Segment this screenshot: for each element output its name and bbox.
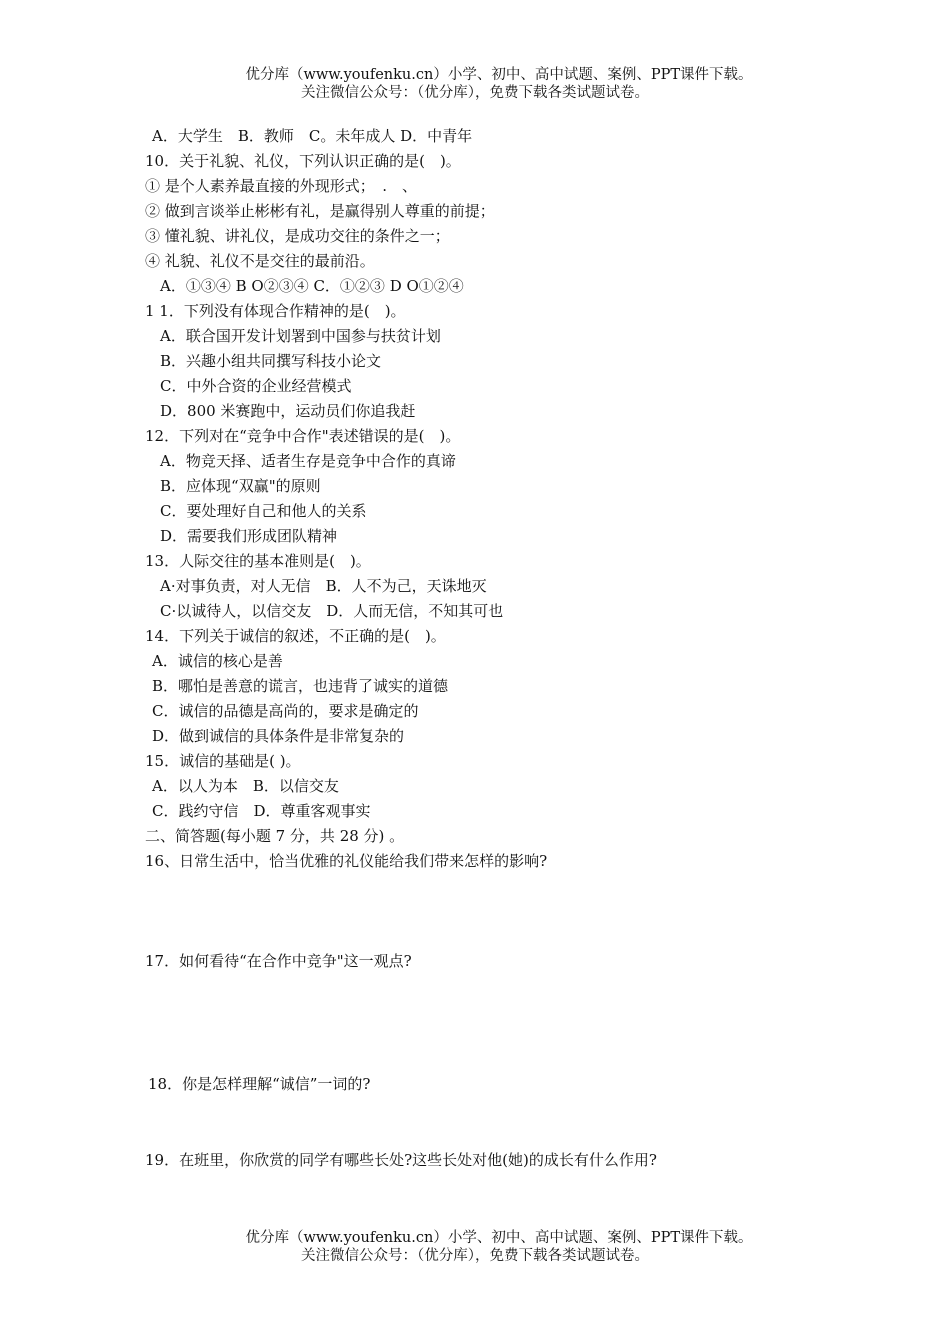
q12-option-d: D．需要我们形成团队精神 (160, 527, 338, 545)
q12-option-b: B．应体现“双赢"的原则 (160, 477, 321, 495)
q14-option-d: D．做到诚信的具体条件是非常复杂的 (152, 727, 405, 745)
q12-option-a: A．物竞天择、适者生存是竞争中合作的真谛 (160, 452, 456, 470)
page-header (0, 66, 950, 102)
q13-options-ab: A·对事负责，对人无信 B．人不为己，天诛地灭 (160, 577, 487, 595)
q9-options: A．大学生 B．教师 C。未年成人 D．中青年 (152, 127, 473, 145)
question-12: 12．下列对在“竞争中合作"表述错误的是( )。 (145, 427, 461, 445)
q15-options-cd: C．践约守信 D．尊重客观事实 (152, 802, 371, 820)
footer-line-2: 关注微信公众号：（优分库），免费下载各类试题试卷。 (301, 1248, 649, 1264)
header-line-1: 优分库（www.youfenku.cn）小学、初中、高中试题、案例、PPT课件下载。 (245, 67, 753, 83)
q10-statement-1: ① 是个人素养最直接的外现形式； . 、 (145, 177, 418, 195)
q10-statement-3: ③ 懂礼貌、讲礼仪，是成功交往的条件之一； (145, 227, 450, 245)
q11-option-c: C．中外合资的企业经营模式 (160, 377, 352, 395)
q10-statement-4: ④ 礼貌、礼仪不是交往的最前沿。 (145, 252, 375, 270)
section-heading-short-answer: 二、简答题(每小题 7 分，共 28 分) 。 (145, 827, 405, 845)
question-18: 18．你是怎样理解“诚信”一词的? (148, 1075, 371, 1093)
q11-option-d: D．800 米赛跑中，运动员们你追我赶 (160, 402, 416, 420)
q13-options-cd: C·以诚待人，以信交友 D．人而无信，不知其可也 (160, 602, 504, 620)
footer-line-1: 优分库（www.youfenku.cn）小学、初中、高中试题、案例、PPT课件下载。 (245, 1230, 753, 1246)
question-11: 1 1．下列没有体现合作精神的是( )。 (145, 302, 406, 320)
question-14: 14．下列关于诚信的叙述，不正确的是( )。 (145, 627, 446, 645)
q10-options: A．①③④ B O②③④ C．①②③ D O①②④ (160, 277, 464, 295)
q14-option-a: A．诚信的核心是善 (152, 652, 283, 670)
question-10: 10．关于礼貌、礼仪，下列认识正确的是( )。 (145, 152, 461, 170)
q14-option-c: C．诚信的品德是高尚的，要求是确定的 (152, 702, 419, 720)
q15-options-ab: A．以人为本 B．以信交友 (152, 777, 339, 795)
q10-statement-2: ② 做到言谈举止彬彬有礼，是赢得别人尊重的前提； (145, 202, 495, 220)
q12-option-c: C．要处理好自己和他人的关系 (160, 502, 367, 520)
question-15: 15．诚信的基础是( )。 (145, 752, 301, 770)
page-footer (0, 1229, 950, 1265)
question-19: 19．在班里，你欣赏的同学有哪些长处?这些长处对他(她)的成长有什么作用? (145, 1151, 657, 1169)
q11-option-a: A．联合国开发计划署到中国参与扶贫计划 (160, 327, 441, 345)
question-13: 13．人际交往的基本准则是( )。 (145, 552, 371, 570)
q11-option-b: B．兴趣小组共同撰写科技小论文 (160, 352, 382, 370)
question-17: 17．如何看待“在合作中竞争"这一观点? (145, 952, 412, 970)
q14-option-b: B．哪怕是善意的谎言，也违背了诚实的道德 (152, 677, 449, 695)
question-16: 16、日常生活中，恰当优雅的礼仪能给我们带来怎样的影响? (145, 852, 548, 870)
header-line-2: 关注微信公众号：（优分库），免费下载各类试题试卷。 (301, 85, 649, 101)
